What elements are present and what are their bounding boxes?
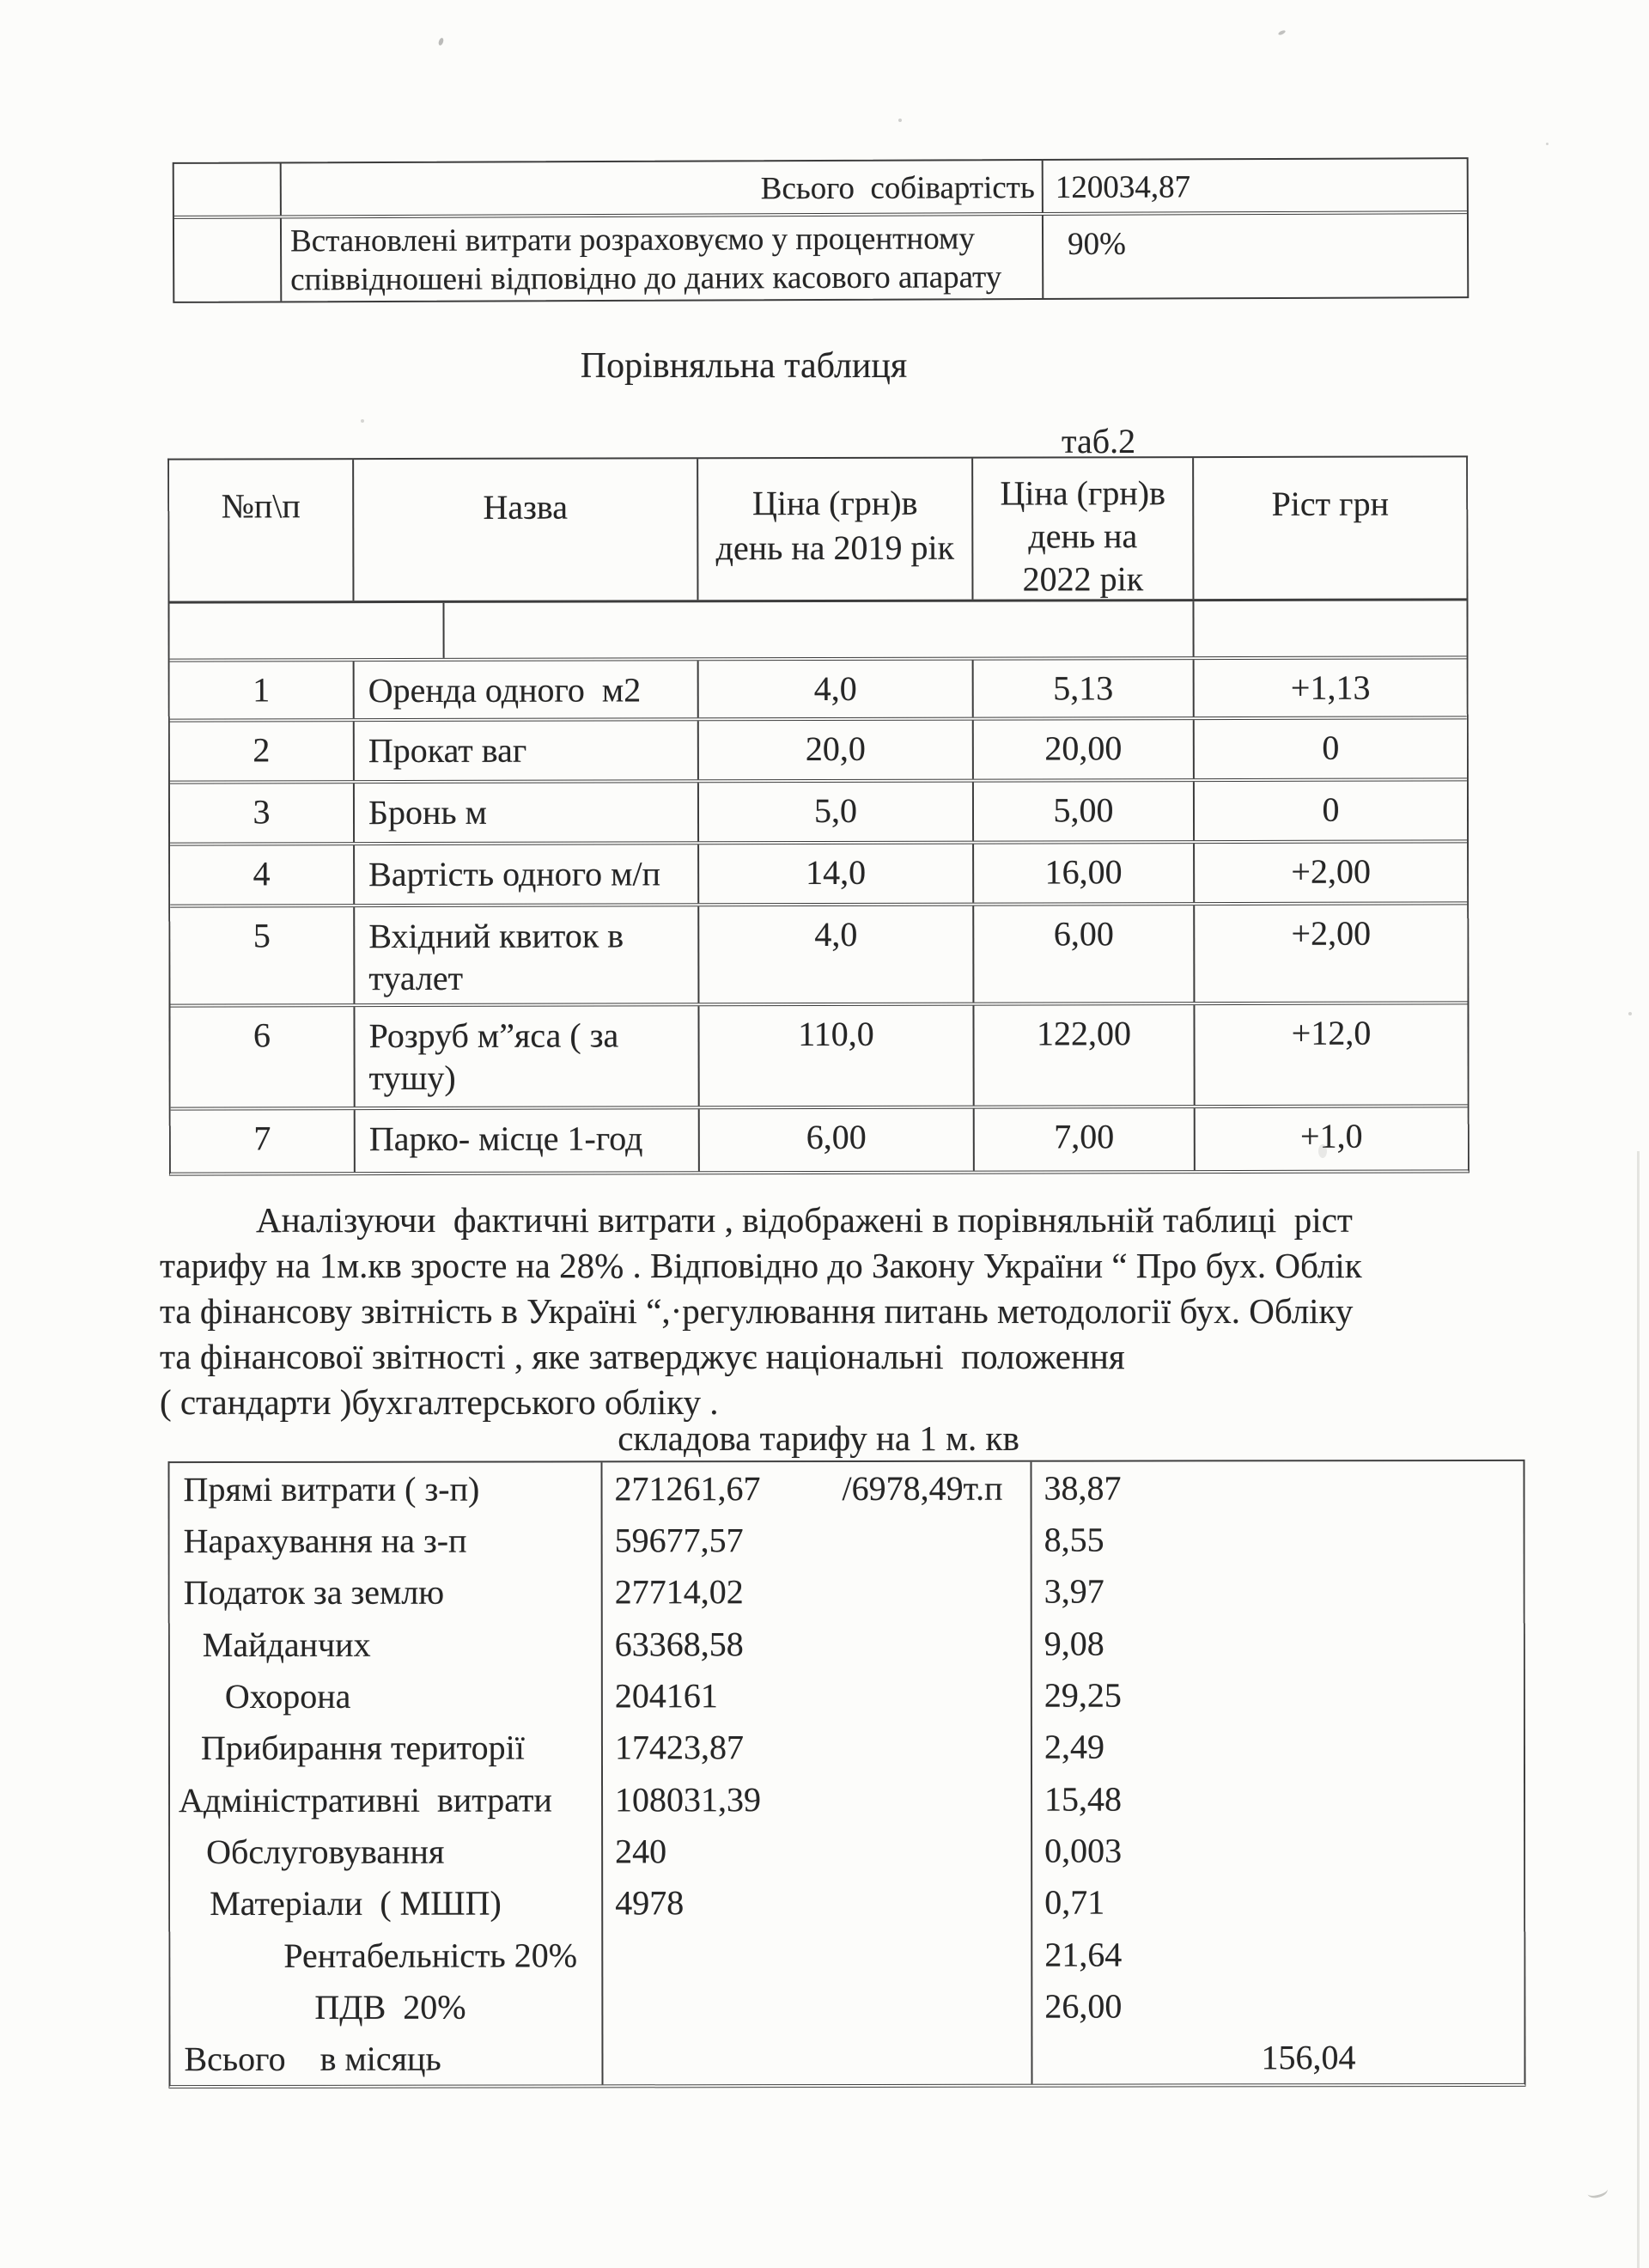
header-price-2022-line-3: 2022 рік	[1022, 559, 1144, 599]
tariff-value-cell	[603, 1778, 1032, 1820]
tariff-total-row	[170, 2032, 1524, 2086]
tariff-row	[170, 1668, 1524, 1722]
row-4-price-2019: 14,0	[699, 844, 974, 904]
comparison-row-5	[170, 905, 1467, 1007]
tariff-label: Охорона	[224, 1676, 351, 1716]
table-number-label: таб.2	[1062, 422, 1136, 460]
row-1-name-line-1: Оренда одного м2	[368, 670, 642, 710]
paragraph-line: та фінансової звітності , яке затверджує національні положення	[160, 1337, 1125, 1376]
row-1-num: 1	[170, 662, 355, 718]
tariff-value-1: 240	[615, 1832, 667, 1871]
tariff-label: Податок за землю	[183, 1572, 445, 1613]
row-7-price-2022: 7,00	[975, 1108, 1196, 1171]
tariff-row	[170, 1928, 1524, 1982]
comparison-row-6	[170, 1004, 1467, 1110]
row-2-price-2019: 20,0	[699, 721, 974, 780]
comparison-empty-row	[169, 601, 1466, 662]
row-5-growth: +2,00	[1291, 913, 1372, 953]
row-1-price-2022: 5,13	[974, 660, 1195, 717]
row-3-price-2019: 5,0	[699, 783, 974, 842]
row-1-price-2019: 4,0	[699, 661, 974, 718]
header-price-2019	[698, 459, 973, 601]
row-6-name-line-2: тушу)	[368, 1058, 456, 1098]
tariff-row	[170, 1721, 1524, 1775]
summary-note-value: 90%	[1067, 226, 1126, 262]
row-2-name-line-1: Прокат ваг	[368, 730, 527, 771]
scan-speck	[1546, 143, 1549, 145]
row-5-price-2022: 6,00	[974, 905, 1195, 1003]
tariff-value-2: 29,25	[1044, 1675, 1122, 1715]
tariff-value-cell	[603, 1954, 1032, 1955]
tariff-label: Майданчих	[202, 1625, 371, 1664]
comparison-row-7	[171, 1107, 1468, 1172]
row-1-growth: +1,13	[1290, 668, 1371, 707]
summary-total-row	[174, 159, 1467, 219]
scan-squiggle	[1586, 2183, 1609, 2199]
tariff-value-cell	[603, 1520, 1032, 1561]
tariff-table	[167, 1460, 1525, 2088]
tariff-value-2: 21,64	[1044, 1935, 1123, 1974]
tariff-value-2: 3,97	[1044, 1571, 1104, 1611]
row-4-num: 4	[170, 845, 355, 904]
row-6-num: 6	[170, 1007, 355, 1107]
tariff-row	[170, 1772, 1524, 1826]
row-5-price-2019: 4,0	[699, 906, 974, 1003]
tariff-value-2: 15,48	[1044, 1779, 1123, 1819]
row-5-name-line-1: Вхідний квиток в	[368, 916, 624, 956]
tariff-label: Матеріали ( МШП)	[210, 1883, 502, 1924]
tariff-label: Обслуговування	[206, 1832, 445, 1871]
row-4-growth: +2,00	[1291, 851, 1371, 891]
header-name-text: Назва	[483, 487, 569, 527]
scan-speck	[1278, 29, 1287, 35]
header-price-2019-line-1: Ціна (грн)в	[751, 483, 918, 523]
tariff-total-label: Всього в місяць	[184, 2039, 441, 2079]
tariff-row	[170, 1876, 1524, 1930]
tariff-value-2: 9,08	[1044, 1624, 1104, 1663]
scan-speck	[898, 119, 902, 122]
tariff-row	[170, 1565, 1524, 1619]
tariff-value-2: 2,49	[1044, 1727, 1104, 1766]
empty-cell-1	[169, 603, 444, 659]
summary-total-label: Всього собівартість	[282, 161, 1044, 215]
scanner-streak	[1637, 1151, 1640, 2268]
summary-total-empty-cell	[174, 163, 282, 215]
comparison-row-4	[170, 843, 1467, 907]
empty-cell-3	[1194, 601, 1466, 656]
tariff-value-1: 63368,58	[614, 1624, 744, 1664]
tariff-row	[169, 1461, 1523, 1515]
row-7-name-line-1: Парко- місце 1-год	[368, 1119, 643, 1159]
summary-note-line-1: Встановлені витрати розраховуємо у процентному	[289, 221, 975, 259]
row-6-growth: +12,0	[1291, 1013, 1372, 1052]
tariff-label: ПДВ 20%	[314, 1987, 466, 2027]
row-7-price-2019: 6,00	[700, 1109, 975, 1172]
row-2-num: 2	[170, 722, 355, 780]
row-2-name	[355, 721, 699, 780]
tariff-value-1: 204161	[614, 1676, 718, 1716]
row-4-price-2022: 16,00	[974, 844, 1195, 903]
tariff-label: Адміністративні витрати	[179, 1780, 552, 1820]
analysis-paragraph	[160, 1198, 1500, 1425]
tariff-value-2: 38,87	[1044, 1468, 1122, 1508]
row-6-price-2022: 122,00	[974, 1005, 1195, 1106]
row-3-price-2022: 5,00	[974, 782, 1195, 841]
row-3-num: 3	[170, 783, 355, 842]
header-price-2022-line-1: Ціна (грн)в	[1000, 473, 1166, 513]
tariff-row	[170, 1824, 1524, 1878]
row-7-num: 7	[171, 1110, 356, 1172]
comparison-table-title: Порівняльна таблиця	[580, 346, 908, 386]
comparison-table	[167, 455, 1469, 1175]
row-6-name	[355, 1006, 699, 1107]
scan-speck	[1318, 1144, 1327, 1158]
tariff-value-cell	[603, 1467, 1032, 1509]
row-4-name-line-1: Вартість одного м/п	[368, 854, 661, 894]
empty-cell-2	[444, 601, 1194, 658]
row-5-num: 5	[170, 907, 355, 1003]
row-6-price-2019: 110,0	[699, 1006, 974, 1107]
tariff-value-cell	[603, 1882, 1032, 1924]
header-price-2022-line-2: день на	[1028, 516, 1138, 556]
paragraph-line: тарифу на 1м.кв зросте на 28% . Відповідно до Закону України “ Про бух. Облік	[160, 1246, 1362, 1285]
comparison-header-row	[169, 457, 1466, 603]
paragraph-line: ( стандарти )бухгалтерського обліку .	[160, 1382, 719, 1422]
summary-note-line-2: співвідношені відповідно до даних касового апарату	[290, 259, 1002, 298]
row-5-name	[355, 906, 699, 1003]
row-3-name	[355, 783, 699, 842]
row-2-price-2022: 20,00	[974, 720, 1195, 779]
summary-total-value: 120034,87	[1055, 169, 1191, 205]
row-3-growth: 0	[1322, 790, 1340, 829]
header-growth: Ріст грн	[1271, 484, 1389, 523]
paragraph-line: Аналізуючи фактичні витрати , відображені в порівняльній таблиці ріст	[256, 1200, 1353, 1240]
tariff-value-cell	[603, 1727, 1032, 1768]
summary-note-row	[174, 214, 1467, 302]
row-4-name	[355, 844, 699, 904]
tariff-label: Нарахування на з-п	[183, 1521, 467, 1561]
header-price-2022	[973, 458, 1194, 600]
scan-speck	[1628, 1012, 1632, 1015]
tariff-value-2: 8,55	[1044, 1520, 1104, 1559]
row-7-growth: +1,0	[1299, 1116, 1363, 1155]
summary-table	[173, 157, 1469, 303]
tariff-value-cell	[603, 1571, 1032, 1613]
tariff-value-cell	[603, 1831, 1032, 1872]
header-num: №п\п	[169, 460, 354, 601]
scan-speck	[361, 419, 364, 423]
row-2-growth: 0	[1322, 728, 1340, 767]
tariff-row	[170, 1979, 1524, 2033]
tariff-row	[170, 1617, 1524, 1671]
paragraph-line: та фінансову звітність в Україні “,·регулювання питань методології бух. Обліку	[160, 1291, 1354, 1331]
scan-speck	[438, 37, 445, 46]
comparison-row-3	[170, 781, 1467, 845]
row-6-name-line-1: Розруб м”яса ( за	[368, 1015, 619, 1056]
row-5-name-line-2: туалет	[368, 958, 464, 998]
tariff-label: Прямі витрати ( з-п)	[183, 1469, 480, 1509]
tariff-row	[170, 1513, 1524, 1567]
row-3-name-line-1: Бронь м	[368, 792, 487, 832]
tariff-extra-value: /6978,49т.п	[842, 1468, 1003, 1508]
header-price-2019-line-2: день на 2019 рік	[715, 527, 955, 568]
tariff-value-1: 59677,57	[614, 1521, 744, 1560]
header-name	[354, 459, 698, 601]
tariff-value-1: 108031,39	[615, 1779, 762, 1820]
summary-note-cell	[282, 216, 1044, 301]
comparison-row-1	[170, 659, 1467, 722]
tariff-value-cell	[603, 2006, 1032, 2007]
summary-note-empty-cell	[174, 218, 282, 301]
comparison-row-2	[170, 719, 1467, 783]
tariff-label: Рентабельність 20%	[283, 1936, 578, 1975]
tariff-value-1: 4978	[615, 1883, 685, 1923]
tariff-value-2: 26,00	[1044, 1986, 1123, 2026]
row-1-name	[355, 661, 699, 718]
row-7-name	[356, 1109, 700, 1172]
tariff-value-2: 0,71	[1044, 1882, 1105, 1922]
tariff-table-title: складова тарифу на 1 м. кв	[618, 1418, 1019, 1458]
tariff-label: Прибирання території	[200, 1728, 525, 1768]
tariff-value-1: 27714,02	[614, 1572, 744, 1612]
tariff-value-1: 17423,87	[614, 1728, 744, 1767]
tariff-value-cell	[603, 1623, 1032, 1664]
tariff-total-value: 156,04	[1261, 2038, 1356, 2077]
tariff-value-1: 271261,67	[614, 1468, 761, 1509]
tariff-value-cell	[603, 1675, 1032, 1716]
tariff-value-2: 0,003	[1044, 1831, 1123, 1870]
